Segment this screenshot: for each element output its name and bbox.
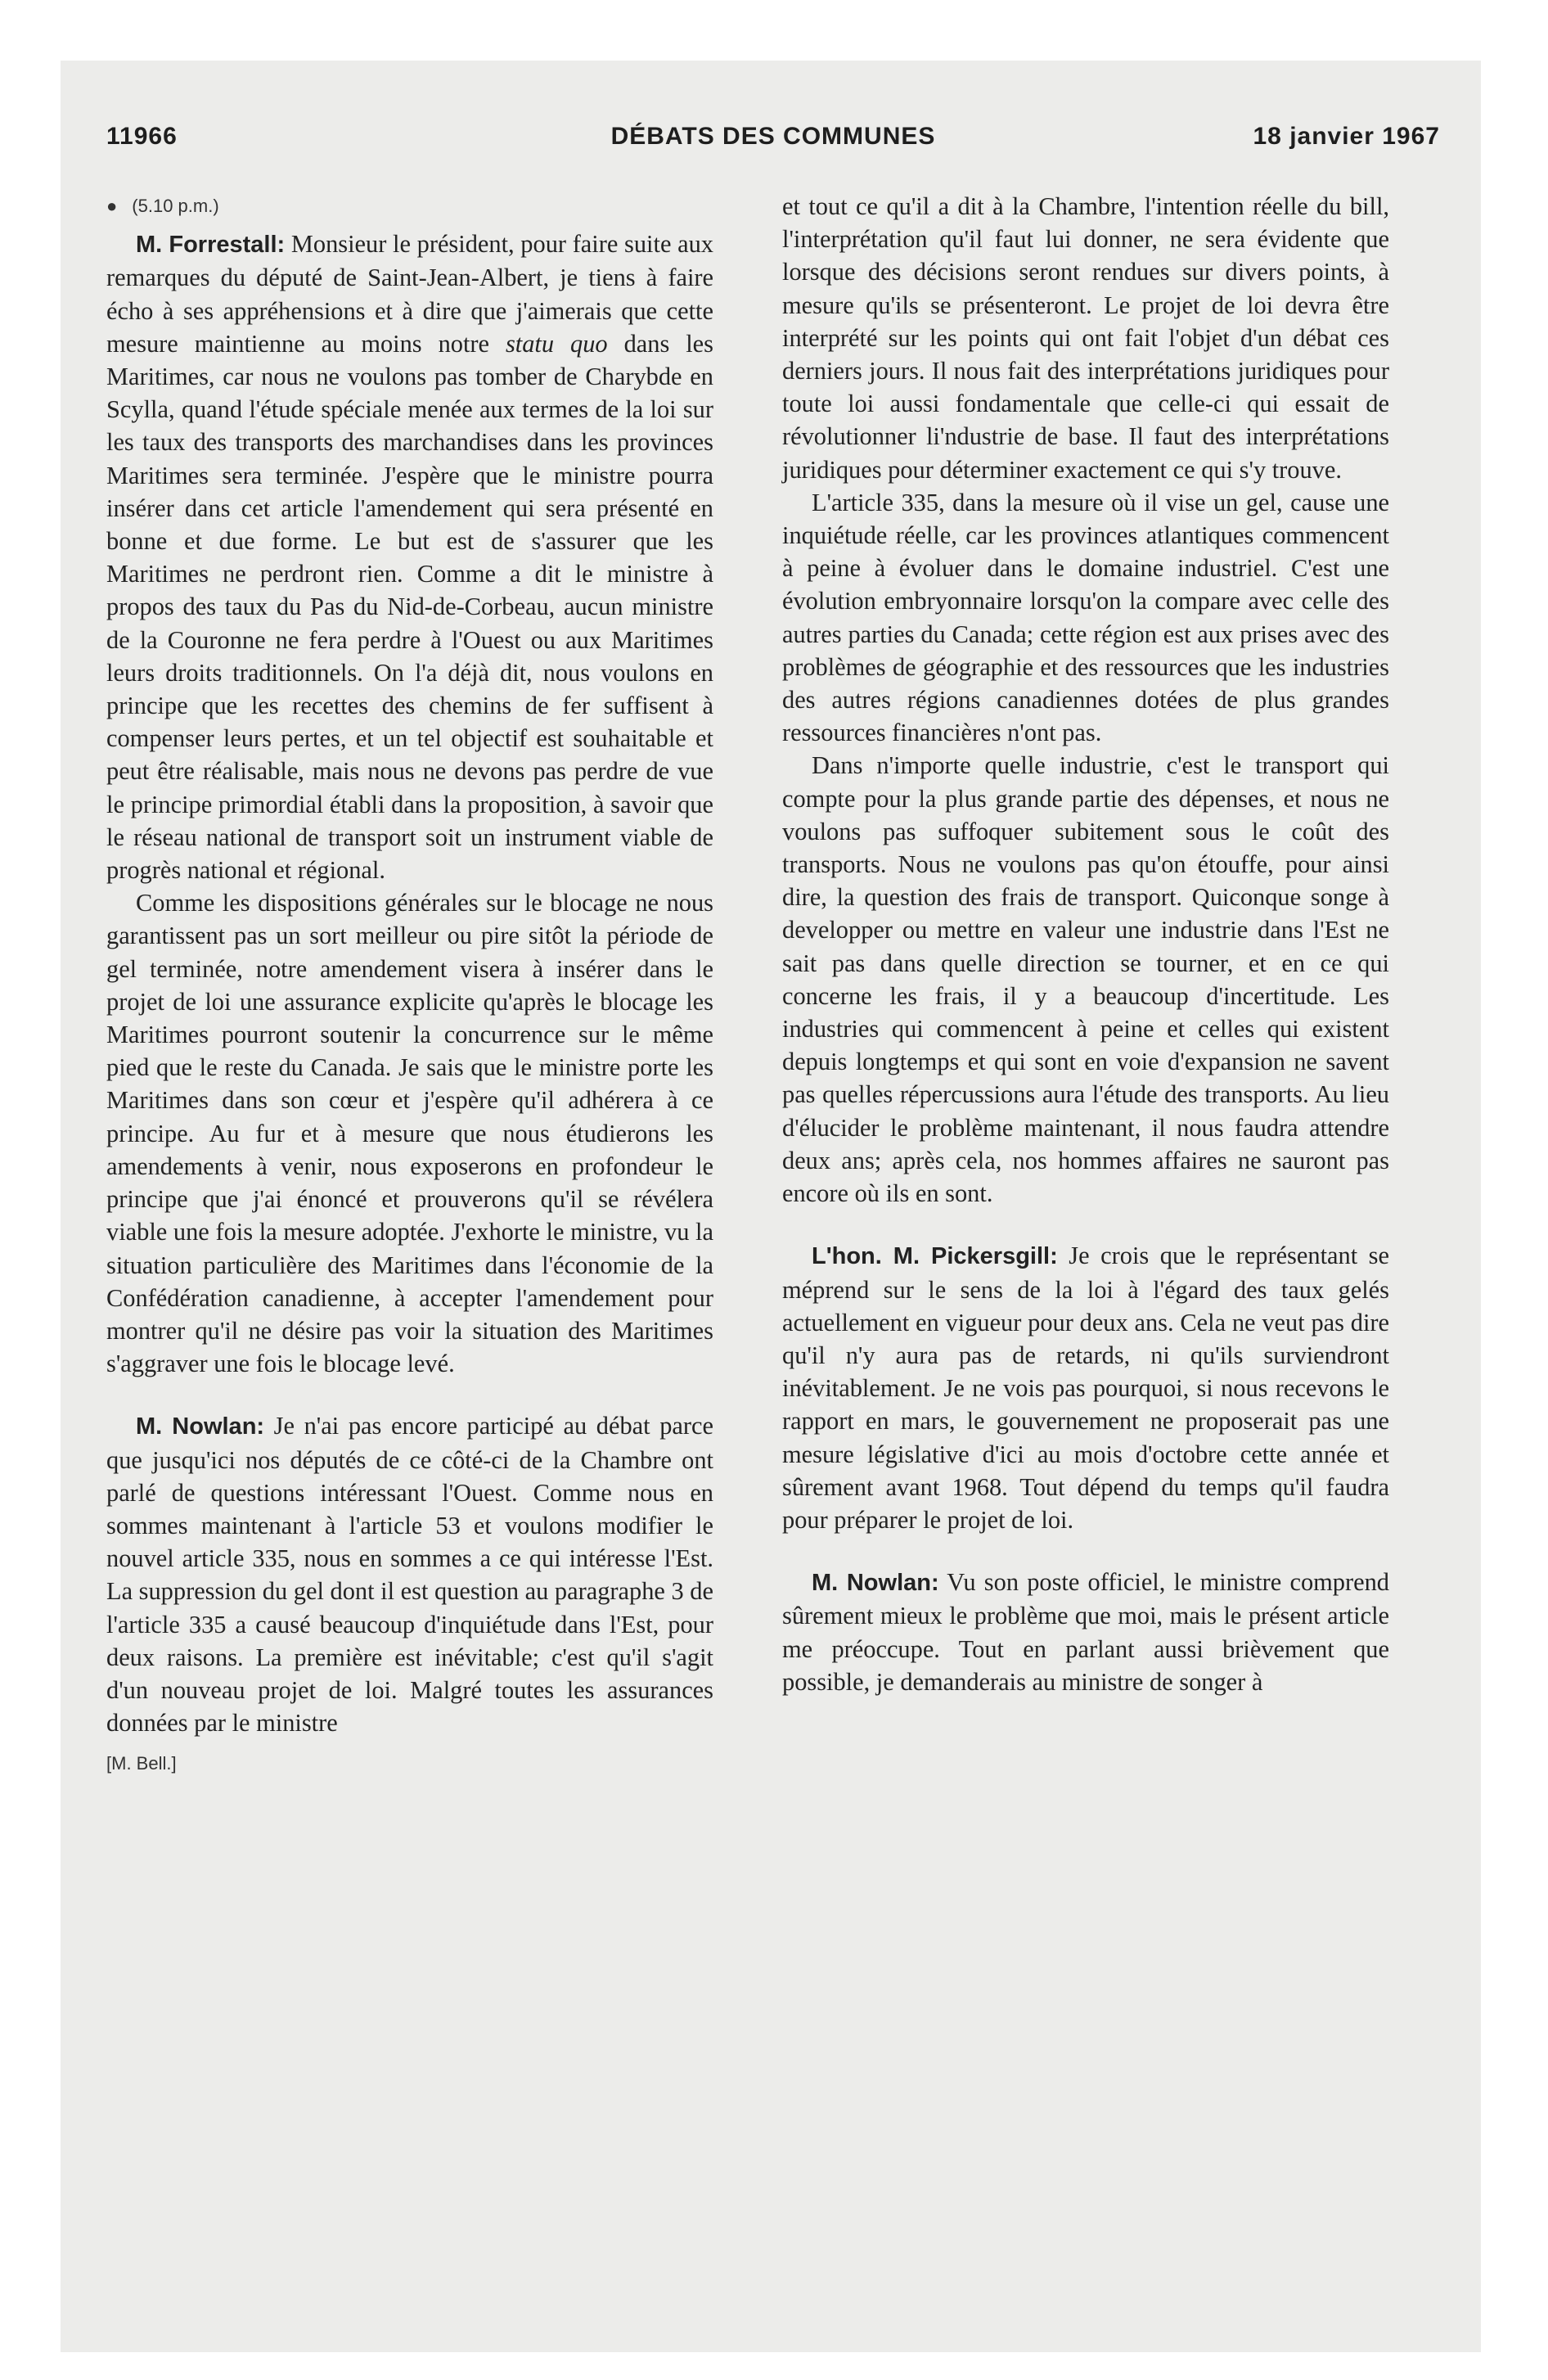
paragraph-text: Monsieur le président, pour faire suite aux remarques du député de Saint-Jean-Albert, je tiens à faire écho à ses appréhensions et à dire que j'aimerais que cette mesure maintienne au moins notre <box>106 230 713 358</box>
right-column <box>782 190 1389 1698</box>
page-header <box>106 123 1440 164</box>
paragraph: Comme les dispositions générales sur le blocage ne nous garantissent pas un sort meilleur ou pire sitôt la période de gel terminée, notre amendement visera à insérer dans le projet de loi une assurance explicite qu'après le blocage les Maritimes pourront soutenir la concurrence sur le même pied que le reste du Canada. Je sais que le ministre porte les Maritimes dans son cœur et j'espère qu'il adhérera à ce principe. Au fur et à mesure que nous étudierons les amendements à venir, nous exposerons en profondeur le principe que j'ai énoncé et prouverons qu'il se révélera viable une fois la mesure adoptée. J'exhorte le ministre, vu la situation particulière des Maritimes dans l'économie de la Confédération canadienne, à accepter l'amendement pour montrer qu'il ne désire pas voir la situation des Maritimes s'aggraver une fois le blocage levé. <box>106 889 713 1378</box>
paragraph <box>106 1409 713 1739</box>
page-number: 11966 <box>106 123 178 150</box>
time-stamp <box>106 190 713 223</box>
publication-date: 18 janvier 1967 <box>1253 123 1440 150</box>
paragraph-text: dans les Maritimes, car nous ne voulons pas tomber de Charybde en Scylla, quand l'étude spéciale menée aux termes de la loi sur les taux des transports des marchandises dans les provinces Maritimes sera terminée. J'espère que le ministre pourra insérer dans cet article l'amendement qui sera présenté en bonne et due forme. Le but est de s'assurer que les Maritimes ne perdront rien. Comme a dit le ministre à propos des taux du Pas du Nid-de-Corbeau, aucun ministre de la Couronne ne fera perdre à l'Ouest ou aux Maritimes leurs droits traditionnels. On l'a déjà dit, nous voulons en principe que les recettes des chemins de fer suffisent à compenser leurs pertes, et un tel objectif est souhaitable et peut être réalisable, mais nous ne devons pas perdre de vue le principe primordial établi dans la proposition, à savoir que le réseau national de transport soit un instrument viable de progrès national et régional. <box>106 329 713 885</box>
publication-title: DÉBATS DES COMMUNES <box>610 123 936 150</box>
speaker-name: M. Nowlan: <box>136 1413 265 1440</box>
speaker-name: M. Forrestall: <box>136 232 286 259</box>
speaker-footnote: [M. Bell.] <box>106 1753 177 1774</box>
paragraph-text: Je n'ai pas encore participé au débat parce que jusqu'ici nos députés de ce côté-ci de la Chambre ont parlé de questions intéressant l'Ouest. Comme nous en sommes maintenant à l'article 53 et voulons modifier le nouvel article 335, nous en sommes a ce qui intéresse l'Est. La suppression du gel dont il est question au paragraphe 3 de l'article 335 a causé beaucoup d'inquiétude dans l'Est, pour deux raisons. La première est inévitable; c'est qu'il s'agit d'un nouveau projet de loi. Malgré toutes les assurances données par le ministre <box>106 1412 713 1738</box>
paragraph-text: Je crois que le représentant se méprend sur le sens de la loi à l'égard des taux gelés actuellement en vigueur pour deux ans. Cela ne veut pas dire qu'il n'y aura pas de retards, ni qu'ils surviendront inévitablement. Je ne vois pas pourquoi, si nous recevons le rapport en mars, le gouvernement ne proposerait pas une mesure législative d'ici au mois d'octobre cette année et sûrement avant 1968. Tout dépend du temps qu'il faudra pour préparer le projet de loi. <box>782 1242 1389 1534</box>
paragraph <box>782 1239 1389 1536</box>
bullet-icon: ● <box>106 196 118 216</box>
paragraph: Dans n'importe quelle industrie, c'est le transport qui compte pour la plus grande partie des dépenses, et nous ne voulons pas suffoquer subitement sous le coût des transports. Nous ne voulons pas qu'on étouffe, pour ainsi dire, la question des frais de transport. Quiconque songe à developper ou mettre en valeur une industrie dans l'Est ne sait pas dans quelle direction se tourner, et en ce qui concerne les frais, il y a beaucoup d'incertitude. Les industries qui commencent à peine et celles qui existent depuis longtemps et qui sont en voie d'expansion ne savent pas quelles répercussions aura l'étude des transports. Au lieu d'élucider le problème maintenant, il nous faudra attendre deux ans; après cela, nos hommes affaires ne sauront pas encore où ils en sont. <box>782 751 1389 1208</box>
time-stamp-text: (5.10 p.m.) <box>132 196 219 216</box>
speaker-name: L'hon. M. Pickersgill: <box>812 1243 1058 1270</box>
paragraph-text: Vu son poste officiel, le ministre comprend sûrement mieux le problème que moi, mais le présent article me préoccupe. Tout en parlant aussi brièvement que possible, je demanderais au ministre de songer à <box>782 1568 1389 1696</box>
left-column <box>106 190 713 1781</box>
paragraph: et tout ce qu'il a dit à la Chambre, l'intention réelle du bill, l'interprétation qu'il faut lui donner, ne sera évidente que lorsque des décisions seront rendues sur divers points, à mesure qu'ils se présenteront. Le projet de loi devra être interprété sur les points qui ont fait l'objet d'un débat ces derniers jours. Il nous fait des interprétations juridiques pour toute loi aussi fondamentale que celle-ci qui essait de révolutionner li'ndustrie de base. Il faut des interprétations juridiques pour déterminer exactement ce qui s'y trouve. <box>782 192 1389 484</box>
paragraph: L'article 335, dans la mesure où il vise un gel, cause une inquiétude réelle, car les provinces atlantiques commencent à peine à évoluer dans le domaine industriel. C'est une évolution embryonnaire lorsqu'on la compare avec celle des autres parties du Canada; cette région est aux prises avec des problèmes de géographie et des ressources que les industries des autres régions canadiennes dotées de plus grandes ressources financières n'ont pas. <box>782 488 1389 747</box>
italic-text: statu quo <box>505 329 608 358</box>
paragraph <box>106 228 713 886</box>
speaker-name: M. Nowlan: <box>812 1570 939 1597</box>
paragraph <box>782 1566 1389 1698</box>
